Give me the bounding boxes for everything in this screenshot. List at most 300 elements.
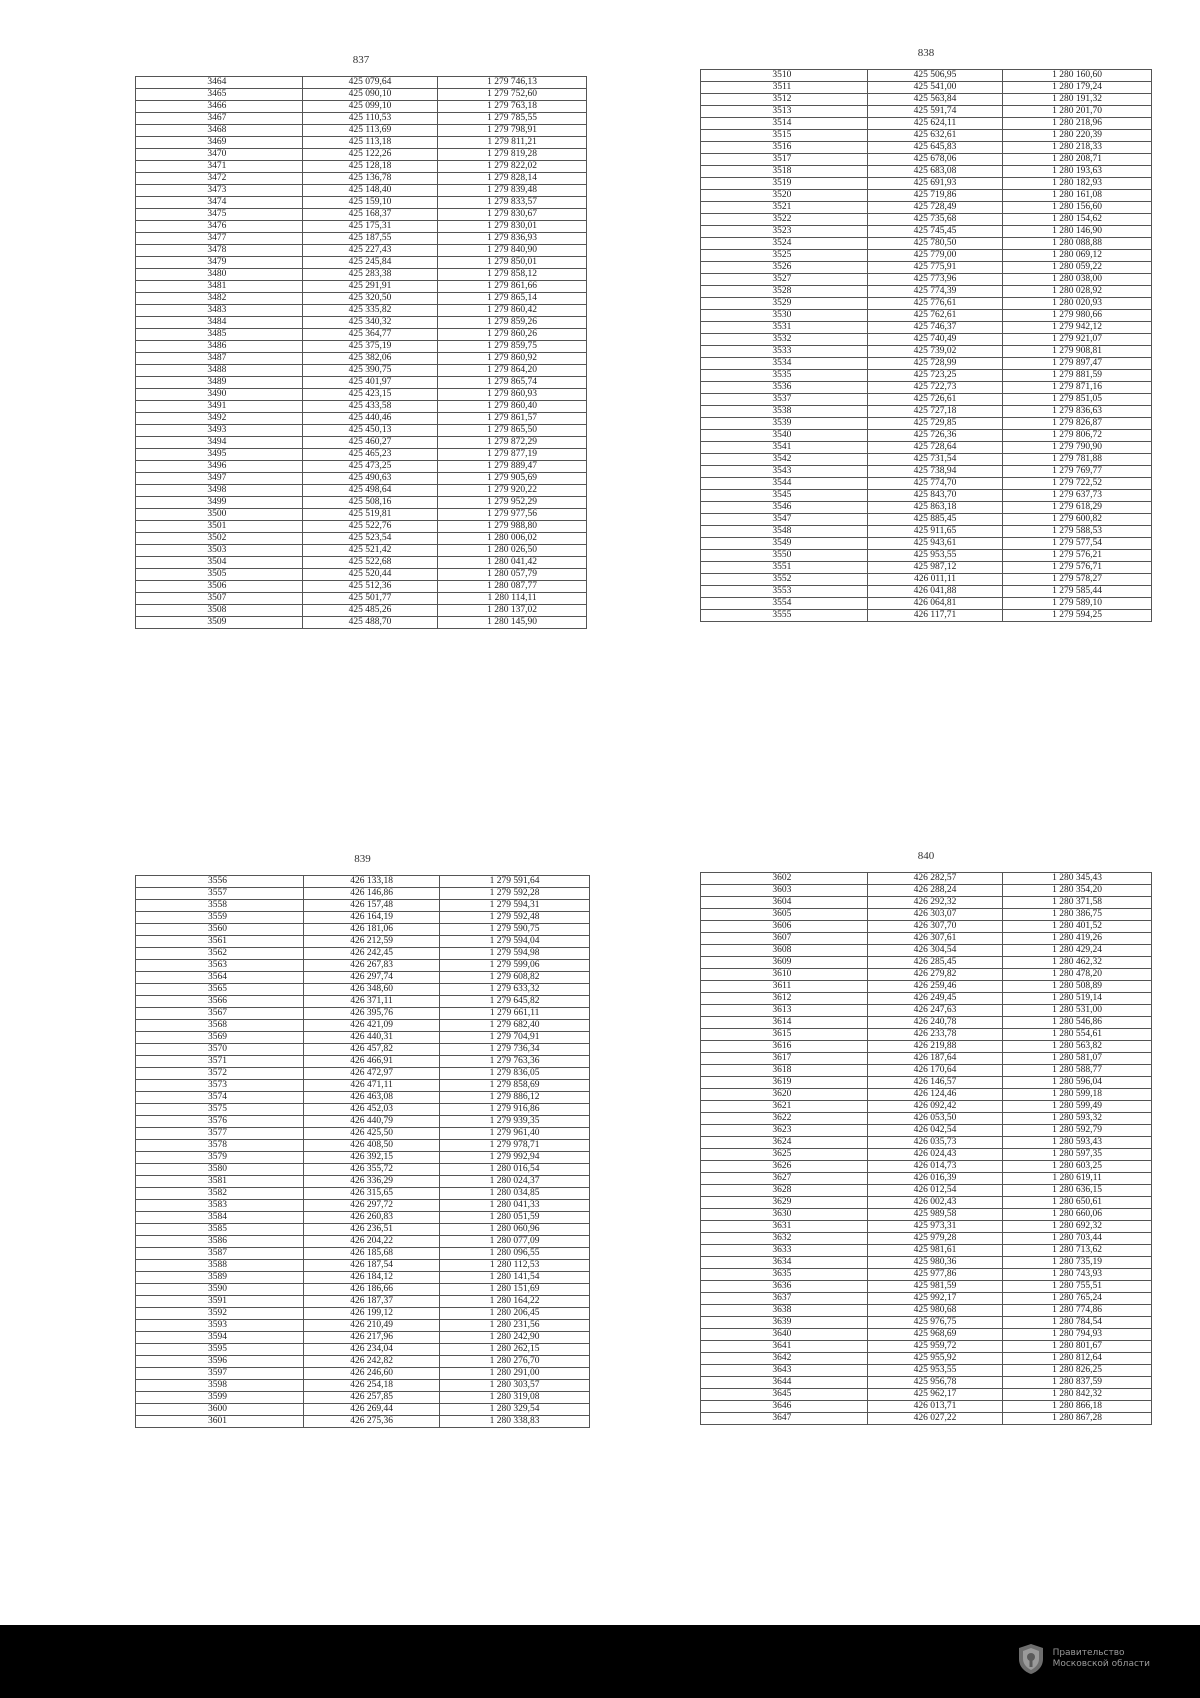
- point-number-cell: 3524: [701, 238, 868, 250]
- point-number-cell: 3480: [136, 269, 303, 281]
- table-row: [701, 130, 1152, 142]
- x-coordinate-cell: 426 187,37: [303, 1296, 439, 1308]
- table-row: [701, 226, 1152, 238]
- table-row: [701, 1053, 1152, 1065]
- x-coordinate-cell: 425 227,43: [302, 245, 437, 257]
- y-coordinate-cell: 1 280 160,60: [1003, 70, 1152, 82]
- point-number-cell: 3612: [701, 993, 868, 1005]
- table-row: [701, 310, 1152, 322]
- y-coordinate-cell: 1 279 889,47: [438, 461, 587, 473]
- y-coordinate-cell: 1 279 589,10: [1003, 598, 1152, 610]
- x-coordinate-cell: 426 236,51: [303, 1224, 439, 1236]
- table-row: [701, 1137, 1152, 1149]
- table-row: [136, 1020, 590, 1032]
- x-coordinate-cell: 426 282,57: [867, 873, 1002, 885]
- y-coordinate-cell: 1 280 041,42: [438, 557, 587, 569]
- x-coordinate-cell: 426 285,45: [867, 957, 1002, 969]
- table-row: [136, 1188, 590, 1200]
- y-coordinate-cell: 1 279 608,82: [440, 972, 590, 984]
- x-coordinate-cell: 425 401,97: [302, 377, 437, 389]
- table-row: [701, 298, 1152, 310]
- x-coordinate-cell: 426 157,48: [303, 900, 439, 912]
- y-coordinate-cell: 1 280 867,28: [1003, 1413, 1152, 1425]
- x-coordinate-cell: 425 885,45: [867, 514, 1002, 526]
- y-coordinate-cell: 1 280 603,25: [1003, 1161, 1152, 1173]
- table-row: [136, 1344, 590, 1356]
- y-coordinate-cell: 1 279 836,05: [440, 1068, 590, 1080]
- table-row: [701, 921, 1152, 933]
- x-coordinate-cell: 426 012,54: [867, 1185, 1002, 1197]
- x-coordinate-cell: 425 719,86: [867, 190, 1002, 202]
- table-row: [136, 185, 587, 197]
- y-coordinate-cell: 1 280 588,77: [1003, 1065, 1152, 1077]
- table-row: [701, 202, 1152, 214]
- point-number-cell: 3596: [136, 1356, 304, 1368]
- y-coordinate-cell: 1 280 866,18: [1003, 1401, 1152, 1413]
- x-coordinate-cell: 425 911,65: [867, 526, 1002, 538]
- table-row: [136, 401, 587, 413]
- table-row: [136, 1356, 590, 1368]
- point-number-cell: 3594: [136, 1332, 304, 1344]
- point-number-cell: 3562: [136, 948, 304, 960]
- coordinates-table: [135, 76, 587, 629]
- y-coordinate-cell: 1 279 908,81: [1003, 346, 1152, 358]
- table-row: [136, 245, 587, 257]
- table-row: [136, 1332, 590, 1344]
- y-coordinate-cell: 1 279 864,20: [438, 365, 587, 377]
- y-coordinate-cell: 1 280 191,32: [1003, 94, 1152, 106]
- table-row: [136, 1056, 590, 1068]
- x-coordinate-cell: 426 187,54: [303, 1260, 439, 1272]
- y-coordinate-cell: 1 279 722,52: [1003, 478, 1152, 490]
- y-coordinate-cell: 1 280 218,96: [1003, 118, 1152, 130]
- x-coordinate-cell: 426 011,11: [867, 574, 1002, 586]
- point-number-cell: 3606: [701, 921, 868, 933]
- y-coordinate-cell: 1 279 819,28: [438, 149, 587, 161]
- table-row: [136, 257, 587, 269]
- y-coordinate-cell: 1 279 682,40: [440, 1020, 590, 1032]
- y-coordinate-cell: 1 280 087,77: [438, 581, 587, 593]
- point-number-cell: 3638: [701, 1305, 868, 1317]
- y-coordinate-cell: 1 279 881,59: [1003, 370, 1152, 382]
- x-coordinate-cell: 425 521,42: [302, 545, 437, 557]
- point-number-cell: 3569: [136, 1032, 304, 1044]
- table-row: [136, 137, 587, 149]
- table-row: [136, 1044, 590, 1056]
- point-number-cell: 3519: [701, 178, 868, 190]
- table-row: [136, 888, 590, 900]
- y-coordinate-cell: 1 279 850,01: [438, 257, 587, 269]
- y-coordinate-cell: 1 280 034,85: [440, 1188, 590, 1200]
- x-coordinate-cell: 426 164,19: [303, 912, 439, 924]
- page-number: 840: [917, 850, 935, 862]
- table-row: [701, 514, 1152, 526]
- point-number-cell: 3647: [701, 1413, 868, 1425]
- x-coordinate-cell: 425 433,58: [302, 401, 437, 413]
- table-row: [136, 1128, 590, 1140]
- table-row: [136, 437, 587, 449]
- table-row: [701, 82, 1152, 94]
- y-coordinate-cell: 1 280 429,24: [1003, 945, 1152, 957]
- y-coordinate-cell: 1 280 193,63: [1003, 166, 1152, 178]
- table-row: [136, 113, 587, 125]
- y-coordinate-cell: 1 279 858,12: [438, 269, 587, 281]
- y-coordinate-cell: 1 280 060,96: [440, 1224, 590, 1236]
- x-coordinate-cell: 426 133,18: [303, 876, 439, 888]
- x-coordinate-cell: 425 079,64: [302, 77, 437, 89]
- point-number-cell: 3614: [701, 1017, 868, 1029]
- point-number-cell: 3586: [136, 1236, 304, 1248]
- y-coordinate-cell: 1 279 833,57: [438, 197, 587, 209]
- point-number-cell: 3507: [136, 593, 303, 605]
- point-number-cell: 3473: [136, 185, 303, 197]
- x-coordinate-cell: 426 199,12: [303, 1308, 439, 1320]
- table-row: [701, 358, 1152, 370]
- point-number-cell: 3599: [136, 1392, 304, 1404]
- x-coordinate-cell: 425 148,40: [302, 185, 437, 197]
- point-number-cell: 3466: [136, 101, 303, 113]
- y-coordinate-cell: 1 280 842,32: [1003, 1389, 1152, 1401]
- point-number-cell: 3600: [136, 1404, 304, 1416]
- y-coordinate-cell: 1 280 206,45: [440, 1308, 590, 1320]
- point-number-cell: 3512: [701, 94, 868, 106]
- point-number-cell: 3639: [701, 1317, 868, 1329]
- x-coordinate-cell: 425 522,68: [302, 557, 437, 569]
- y-coordinate-cell: 1 280 156,60: [1003, 202, 1152, 214]
- y-coordinate-cell: 1 279 859,75: [438, 341, 587, 353]
- point-number-cell: 3603: [701, 885, 868, 897]
- table-row: [701, 394, 1152, 406]
- x-coordinate-cell: 425 740,49: [867, 334, 1002, 346]
- x-coordinate-cell: 425 168,37: [302, 209, 437, 221]
- x-coordinate-cell: 426 234,04: [303, 1344, 439, 1356]
- y-coordinate-cell: 1 279 830,01: [438, 221, 587, 233]
- point-number-cell: 3584: [136, 1212, 304, 1224]
- table-row: [136, 521, 587, 533]
- x-coordinate-cell: 426 210,49: [303, 1320, 439, 1332]
- y-coordinate-cell: 1 279 763,36: [440, 1056, 590, 1068]
- government-logo: [1017, 1643, 1150, 1675]
- point-number-cell: 3567: [136, 1008, 304, 1020]
- table-row: [701, 610, 1152, 622]
- y-coordinate-cell: 1 279 905,69: [438, 473, 587, 485]
- x-coordinate-cell: 425 122,26: [302, 149, 437, 161]
- y-coordinate-cell: 1 280 826,25: [1003, 1365, 1152, 1377]
- point-number-cell: 3500: [136, 509, 303, 521]
- point-number-cell: 3643: [701, 1365, 868, 1377]
- x-coordinate-cell: 425 683,08: [867, 166, 1002, 178]
- x-coordinate-cell: 426 425,50: [303, 1128, 439, 1140]
- x-coordinate-cell: 426 242,45: [303, 948, 439, 960]
- point-number-cell: 3543: [701, 466, 868, 478]
- x-coordinate-cell: 426 303,07: [867, 909, 1002, 921]
- table-row: [701, 166, 1152, 178]
- table-row: [136, 936, 590, 948]
- table-row: [136, 161, 587, 173]
- point-number-cell: 3477: [136, 233, 303, 245]
- table-row: [136, 461, 587, 473]
- y-coordinate-cell: 1 279 594,04: [440, 936, 590, 948]
- x-coordinate-cell: 426 146,57: [867, 1077, 1002, 1089]
- x-coordinate-cell: 425 508,16: [302, 497, 437, 509]
- x-coordinate-cell: 425 113,18: [302, 137, 437, 149]
- y-coordinate-cell: 1 279 769,77: [1003, 466, 1152, 478]
- table-row: [701, 466, 1152, 478]
- x-coordinate-cell: 425 953,55: [867, 550, 1002, 562]
- table-row: [136, 593, 587, 605]
- x-coordinate-cell: 426 355,72: [303, 1164, 439, 1176]
- y-coordinate-cell: 1 280 784,54: [1003, 1317, 1152, 1329]
- x-coordinate-cell: 425 968,69: [867, 1329, 1002, 1341]
- point-number-cell: 3490: [136, 389, 303, 401]
- point-number-cell: 3467: [136, 113, 303, 125]
- y-coordinate-cell: 1 279 618,29: [1003, 502, 1152, 514]
- table-row: [701, 1413, 1152, 1425]
- x-coordinate-cell: 426 269,44: [303, 1404, 439, 1416]
- x-coordinate-cell: 426 184,12: [303, 1272, 439, 1284]
- point-number-cell: 3506: [136, 581, 303, 593]
- x-coordinate-cell: 425 128,18: [302, 161, 437, 173]
- y-coordinate-cell: 1 280 554,61: [1003, 1029, 1152, 1041]
- table-row: [136, 617, 587, 629]
- table-row: [136, 1200, 590, 1212]
- footer-caption: [1053, 1648, 1150, 1670]
- x-coordinate-cell: 426 336,29: [303, 1176, 439, 1188]
- point-number-cell: 3538: [701, 406, 868, 418]
- table-row: [701, 454, 1152, 466]
- x-coordinate-cell: 426 217,96: [303, 1332, 439, 1344]
- y-coordinate-cell: 1 280 755,51: [1003, 1281, 1152, 1293]
- point-number-cell: 3618: [701, 1065, 868, 1077]
- y-coordinate-cell: 1 280 096,55: [440, 1248, 590, 1260]
- table-row: [701, 1089, 1152, 1101]
- x-coordinate-cell: 425 992,17: [867, 1293, 1002, 1305]
- y-coordinate-cell: 1 279 861,57: [438, 413, 587, 425]
- x-coordinate-cell: 426 042,54: [867, 1125, 1002, 1137]
- x-coordinate-cell: 425 382,06: [302, 353, 437, 365]
- x-coordinate-cell: 425 745,45: [867, 226, 1002, 238]
- footer-line-2: Московской области: [1052, 1659, 1150, 1669]
- point-number-cell: 3641: [701, 1341, 868, 1353]
- y-coordinate-cell: 1 279 977,56: [438, 509, 587, 521]
- x-coordinate-cell: 426 297,74: [303, 972, 439, 984]
- point-number-cell: 3589: [136, 1272, 304, 1284]
- x-coordinate-cell: 426 027,22: [867, 1413, 1002, 1425]
- y-coordinate-cell: 1 279 858,69: [440, 1080, 590, 1092]
- x-coordinate-cell: 425 973,31: [867, 1221, 1002, 1233]
- table-row: [701, 1185, 1152, 1197]
- table-row: [701, 1365, 1152, 1377]
- table-row: [701, 1005, 1152, 1017]
- point-number-cell: 3568: [136, 1020, 304, 1032]
- y-coordinate-cell: 1 279 633,32: [440, 984, 590, 996]
- point-number-cell: 3553: [701, 586, 868, 598]
- x-coordinate-cell: 425 423,15: [302, 389, 437, 401]
- y-coordinate-cell: 1 280 462,32: [1003, 957, 1152, 969]
- y-coordinate-cell: 1 280 508,89: [1003, 981, 1152, 993]
- x-coordinate-cell: 425 440,46: [302, 413, 437, 425]
- table-row: [701, 981, 1152, 993]
- point-number-cell: 3559: [136, 912, 304, 924]
- y-coordinate-cell: 1 280 371,58: [1003, 897, 1152, 909]
- table-row: [136, 1248, 590, 1260]
- point-number-cell: 3498: [136, 485, 303, 497]
- point-number-cell: 3528: [701, 286, 868, 298]
- table-row: [701, 178, 1152, 190]
- point-number-cell: 3475: [136, 209, 303, 221]
- x-coordinate-cell: 426 371,11: [303, 996, 439, 1008]
- point-number-cell: 3624: [701, 1137, 868, 1149]
- table-row: [136, 425, 587, 437]
- x-coordinate-cell: 426 146,86: [303, 888, 439, 900]
- table-row: [701, 1221, 1152, 1233]
- y-coordinate-cell: 1 279 992,94: [440, 1152, 590, 1164]
- page-number: 838: [917, 47, 935, 59]
- point-number-cell: 3535: [701, 370, 868, 382]
- point-number-cell: 3605: [701, 909, 868, 921]
- point-number-cell: 3472: [136, 173, 303, 185]
- x-coordinate-cell: 425 723,25: [867, 370, 1002, 382]
- x-coordinate-cell: 425 722,73: [867, 382, 1002, 394]
- point-number-cell: 3488: [136, 365, 303, 377]
- point-number-cell: 3593: [136, 1320, 304, 1332]
- point-number-cell: 3613: [701, 1005, 868, 1017]
- point-number-cell: 3484: [136, 317, 303, 329]
- table-row: [701, 238, 1152, 250]
- y-coordinate-cell: 1 280 546,86: [1003, 1017, 1152, 1029]
- table-row: [701, 586, 1152, 598]
- y-coordinate-cell: 1 279 871,16: [1003, 382, 1152, 394]
- x-coordinate-cell: 425 962,17: [867, 1389, 1002, 1401]
- point-number-cell: 3635: [701, 1269, 868, 1281]
- x-coordinate-cell: 426 259,46: [867, 981, 1002, 993]
- y-coordinate-cell: 1 279 859,26: [438, 317, 587, 329]
- y-coordinate-cell: 1 280 531,00: [1003, 1005, 1152, 1017]
- table-row: [136, 233, 587, 245]
- y-coordinate-cell: 1 279 836,93: [438, 233, 587, 245]
- table-row: [701, 1269, 1152, 1281]
- table-row: [701, 1209, 1152, 1221]
- point-number-cell: 3642: [701, 1353, 868, 1365]
- x-coordinate-cell: 425 320,50: [302, 293, 437, 305]
- table-row: [136, 1140, 590, 1152]
- x-coordinate-cell: 426 421,09: [303, 1020, 439, 1032]
- table-row: [136, 449, 587, 461]
- point-number-cell: 3611: [701, 981, 868, 993]
- table-row: [136, 1296, 590, 1308]
- x-coordinate-cell: 425 283,38: [302, 269, 437, 281]
- table-row: [701, 1305, 1152, 1317]
- y-coordinate-cell: 1 280 182,93: [1003, 178, 1152, 190]
- y-coordinate-cell: 1 280 038,00: [1003, 274, 1152, 286]
- y-coordinate-cell: 1 280 354,20: [1003, 885, 1152, 897]
- x-coordinate-cell: 425 953,55: [867, 1365, 1002, 1377]
- point-number-cell: 3610: [701, 969, 868, 981]
- y-coordinate-cell: 1 279 839,48: [438, 185, 587, 197]
- x-coordinate-cell: 426 254,18: [303, 1380, 439, 1392]
- x-coordinate-cell: 426 288,24: [867, 885, 1002, 897]
- y-coordinate-cell: 1 280 563,82: [1003, 1041, 1152, 1053]
- y-coordinate-cell: 1 279 661,11: [440, 1008, 590, 1020]
- table-row: [701, 538, 1152, 550]
- x-coordinate-cell: 425 501,77: [302, 593, 437, 605]
- point-number-cell: 3551: [701, 562, 868, 574]
- y-coordinate-cell: 1 280 291,00: [440, 1368, 590, 1380]
- table-row: [136, 924, 590, 936]
- table-row: [701, 1353, 1152, 1365]
- point-number-cell: 3558: [136, 900, 304, 912]
- x-coordinate-cell: 425 729,85: [867, 418, 1002, 430]
- table-row: [701, 214, 1152, 226]
- point-number-cell: 3495: [136, 449, 303, 461]
- table-row: [136, 996, 590, 1008]
- x-coordinate-cell: 425 591,74: [867, 106, 1002, 118]
- y-coordinate-cell: 1 279 577,54: [1003, 538, 1152, 550]
- table-row: [701, 1377, 1152, 1389]
- y-coordinate-cell: 1 279 939,35: [440, 1116, 590, 1128]
- table-row: [136, 900, 590, 912]
- x-coordinate-cell: 425 498,64: [302, 485, 437, 497]
- table-row: [136, 1152, 590, 1164]
- point-number-cell: 3469: [136, 137, 303, 149]
- table-row: [701, 574, 1152, 586]
- x-coordinate-cell: 426 392,15: [303, 1152, 439, 1164]
- x-coordinate-cell: 425 678,06: [867, 154, 1002, 166]
- x-coordinate-cell: 426 315,65: [303, 1188, 439, 1200]
- point-number-cell: 3583: [136, 1200, 304, 1212]
- table-row: [701, 1041, 1152, 1053]
- table-row: [136, 269, 587, 281]
- x-coordinate-cell: 425 488,70: [302, 617, 437, 629]
- point-number-cell: 3493: [136, 425, 303, 437]
- x-coordinate-cell: 426 348,60: [303, 984, 439, 996]
- x-coordinate-cell: 426 016,39: [867, 1173, 1002, 1185]
- y-coordinate-cell: 1 280 088,88: [1003, 238, 1152, 250]
- y-coordinate-cell: 1 280 179,24: [1003, 82, 1152, 94]
- y-coordinate-cell: 1 280 151,69: [440, 1284, 590, 1296]
- point-number-cell: 3521: [701, 202, 868, 214]
- table-row: [136, 984, 590, 996]
- coordinates-table: [700, 69, 1152, 622]
- x-coordinate-cell: 426 395,76: [303, 1008, 439, 1020]
- y-coordinate-cell: 1 279 637,73: [1003, 490, 1152, 502]
- table-row: [701, 478, 1152, 490]
- x-coordinate-cell: 425 727,18: [867, 406, 1002, 418]
- table-row: [701, 885, 1152, 897]
- x-coordinate-cell: 426 242,82: [303, 1356, 439, 1368]
- table-row: [701, 945, 1152, 957]
- table-row: [701, 142, 1152, 154]
- table-row: [136, 1116, 590, 1128]
- y-coordinate-cell: 1 280 735,19: [1003, 1257, 1152, 1269]
- x-coordinate-cell: 426 035,73: [867, 1137, 1002, 1149]
- table-row: [701, 70, 1152, 82]
- y-coordinate-cell: 1 279 806,72: [1003, 430, 1152, 442]
- table-row: [701, 94, 1152, 106]
- x-coordinate-cell: 425 739,02: [867, 346, 1002, 358]
- table-row: [701, 1389, 1152, 1401]
- table-row: [701, 1149, 1152, 1161]
- x-coordinate-cell: 425 981,59: [867, 1281, 1002, 1293]
- x-coordinate-cell: 425 976,75: [867, 1317, 1002, 1329]
- y-coordinate-cell: 1 280 619,11: [1003, 1173, 1152, 1185]
- y-coordinate-cell: 1 279 921,07: [1003, 334, 1152, 346]
- y-coordinate-cell: 1 279 592,28: [440, 888, 590, 900]
- x-coordinate-cell: 425 450,13: [302, 425, 437, 437]
- y-coordinate-cell: 1 279 860,26: [438, 329, 587, 341]
- y-coordinate-cell: 1 279 861,66: [438, 281, 587, 293]
- point-number-cell: 3557: [136, 888, 304, 900]
